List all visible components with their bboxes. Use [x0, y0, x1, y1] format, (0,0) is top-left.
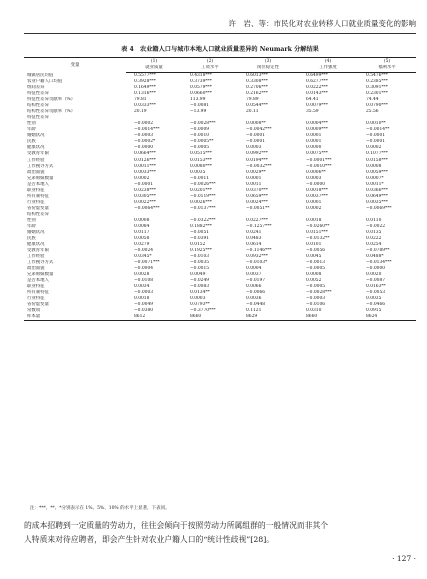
- table-cell: 0.0018: [134, 296, 150, 302]
- table-cell: 0.0059***: [366, 169, 388, 175]
- table-cell: −0.0134***: [366, 260, 392, 266]
- table-cell: −0.0014**: [366, 127, 390, 133]
- table-cell: 0.0238***: [134, 187, 156, 193]
- table-cell: −0.0081: [190, 103, 210, 109]
- table-cell: −0.0042***: [246, 127, 272, 133]
- row-label: 特征性差异: [27, 91, 49, 97]
- table-cell: 0.0614: [246, 241, 262, 247]
- row-label: 行业特征: [27, 199, 45, 205]
- table-cell: 0.0003: [246, 145, 262, 151]
- table-cell: −0.0069***: [366, 205, 392, 211]
- table-cell: 0.1316***: [134, 91, 156, 97]
- column-number: (5): [358, 58, 416, 66]
- table-cell: −0.0001***: [306, 157, 332, 163]
- table-cell: −0.0789**: [366, 247, 390, 253]
- table-cell: 0.0052: [306, 278, 322, 284]
- table-cell: −0.0015: [190, 266, 210, 272]
- table-cell: −0.0051: [190, 229, 210, 235]
- table-cell: 0.0049: [190, 272, 206, 278]
- row-label: 特征性差异贡献率（%）: [27, 97, 76, 103]
- variable-header: 变量: [24, 58, 126, 73]
- row-label: 性别: [27, 121, 36, 127]
- table-cell: 113.99: [190, 97, 206, 103]
- table-cell: −0.0103: [190, 254, 210, 259]
- table-cell: 0.1925***: [190, 247, 212, 253]
- table-cell: 0.0003: [306, 175, 322, 181]
- row-label: 是否本地人: [27, 181, 49, 187]
- table-cell: 0.0660***: [190, 91, 212, 97]
- table-cell: 0.0045: [306, 254, 322, 259]
- decomposition-table: [24, 57, 416, 321]
- table-cell: 8612: [126, 314, 182, 321]
- table-cell: 0.2301***: [366, 91, 388, 97]
- table-cell: 0.0152: [190, 241, 206, 247]
- row-label: 工作搜寻方式: [27, 163, 54, 169]
- table-cell: 0.0018***: [306, 187, 328, 193]
- table-cell: 0.0008: [366, 163, 382, 169]
- table-cell: 8660: [182, 314, 238, 321]
- table-cell: 0.0010**: [366, 121, 386, 127]
- table-cell: 20.11: [246, 109, 259, 115]
- table-cell: 0.0084: [134, 223, 150, 229]
- table-cell: −0.0000: [366, 266, 386, 272]
- row-label: 健康状况: [27, 145, 45, 151]
- table-cell: 64.41: [306, 97, 319, 103]
- row-label: 城镇居民均值: [27, 72, 54, 78]
- table-cell: 79.89: [246, 97, 259, 103]
- table-cell: 0.0664***: [134, 151, 156, 157]
- table-cell: 0.0279: [134, 241, 150, 247]
- table-cell: 8624: [358, 314, 416, 321]
- table-cell: 0.0008: [134, 217, 150, 223]
- row-label: 是否本地人: [27, 278, 49, 284]
- row-label: 婚姻状况: [27, 229, 45, 235]
- row-label: 结构性差异贡献率（%）: [27, 109, 76, 115]
- table-note: 注：***、**、*分别表示在 1%、5%、10% 的水平上显著，下表同。: [30, 506, 170, 511]
- table-cell: −0.0103*: [246, 260, 268, 266]
- row-label: 健康状况: [27, 241, 45, 247]
- column-name: 工作强度: [298, 65, 358, 73]
- table-cell: 0.0004***: [306, 121, 328, 127]
- table-cell: 0.0001: [246, 175, 262, 181]
- table-cell: 0.0007*: [366, 175, 384, 181]
- table-cell: −0.0106: [306, 302, 326, 308]
- row-label: 年龄: [27, 223, 36, 229]
- table-cell: 0.0345*: [134, 254, 152, 259]
- table-cell: −0.0028***: [306, 290, 332, 296]
- table-cell: 0.0004: [246, 266, 262, 272]
- table-cell: −0.0022: [366, 223, 386, 229]
- table-cell: 0.0222***: [306, 85, 328, 91]
- row-label: 政治面貌: [27, 266, 45, 272]
- table-cell: −0.3770***: [190, 308, 216, 314]
- table-cell: −0.0064***: [134, 205, 160, 211]
- table-cell: 0.0793**: [190, 302, 210, 308]
- table-cell: 0.0153***: [190, 157, 212, 163]
- table-cell: 0.0000: [306, 145, 322, 151]
- row-label: 受教育年限: [27, 151, 49, 157]
- table-cell: 0.0026***: [190, 199, 212, 205]
- table-cell: 0.0488*: [366, 254, 384, 259]
- row-label: 组间差异: [27, 85, 45, 91]
- table-cell: 0.0649***: [366, 193, 388, 199]
- table-cell: 0.0370***: [246, 187, 268, 193]
- table-cell: 0.0024***: [246, 199, 268, 205]
- table-cell: −0.0119***: [190, 193, 216, 199]
- table-cell: 0.0001: [306, 199, 322, 205]
- table-cell: 0.4318***: [190, 73, 212, 79]
- table-cell: 0.1077***: [366, 151, 388, 157]
- body-line: 人特质来对待应聘者，即会产生针对农业户籍人口的“统计性歧视”[28]。: [24, 534, 275, 544]
- column-number: (2): [182, 58, 238, 66]
- table-cell: 0.0028: [134, 272, 150, 278]
- table-cell: 0.0008: [306, 272, 322, 278]
- table-cell: 0.2706***: [246, 85, 268, 91]
- table-cell: 0.0022***: [134, 199, 156, 205]
- row-label: 样本量: [24, 314, 126, 321]
- column-name: 就业质量: [126, 65, 182, 73]
- table-cell: 0.0222: [366, 235, 382, 241]
- table-cell: −0.0024: [134, 247, 154, 253]
- table-cell: 0.5476***: [366, 73, 388, 79]
- table-cell: 0.0011: [246, 181, 262, 187]
- table-cell: −0.0026***: [190, 181, 216, 187]
- table-cell: −0.0466: [366, 302, 386, 308]
- column-number: (3): [238, 58, 298, 66]
- table-cell: 0.0035: [190, 169, 206, 175]
- table-cell: 8660: [298, 314, 358, 321]
- table-cell: −0.0005: [306, 284, 326, 290]
- table-cell: 0.0033***: [134, 169, 156, 175]
- table-cell: 0.3091***: [366, 85, 388, 91]
- table-cell: −0.0014***: [134, 127, 160, 133]
- row-label: 工作经验: [27, 157, 45, 163]
- table-cell: 0.0003: [190, 296, 206, 302]
- table-cell: 0.0126***: [134, 157, 156, 163]
- row-label: 所有制特征: [27, 193, 49, 199]
- table-cell: −0.0004: [134, 266, 154, 272]
- table-cell: −0.0003: [306, 296, 326, 302]
- table-cell: −0.0322***: [190, 217, 216, 223]
- column-number: (4): [298, 58, 358, 66]
- table-cell: −0.0249: [190, 278, 210, 284]
- table-cell: 0.0066: [246, 284, 262, 290]
- row-label: 兄弟姐妹数量: [27, 175, 54, 181]
- table-cell: −0.0011: [190, 175, 210, 181]
- table-cell: 0.0483: [246, 235, 262, 241]
- row-label: 结构性差异: [27, 211, 49, 217]
- table-row: [24, 314, 416, 321]
- table-cell: −0.0197: [246, 278, 266, 284]
- row-label: 工作搜寻方式: [27, 260, 54, 266]
- table-cell: 0.0201***: [190, 187, 212, 193]
- table-cell: −0.0001: [246, 133, 266, 139]
- table-cell: 0.0227***: [246, 217, 268, 223]
- table-cell: 0.0037: [246, 272, 262, 278]
- table-cell: −0.0002*: [134, 139, 156, 145]
- row-label: 民族: [27, 139, 36, 145]
- table-cell: 0.0163**: [366, 284, 386, 290]
- column-name: 岗位稳定性: [238, 65, 298, 73]
- table-body: [24, 73, 416, 321]
- table-cell: 0.0366***: [366, 187, 388, 193]
- table-cell: 0.0310: [306, 308, 322, 314]
- table-cell: 79.81: [134, 97, 147, 103]
- table-cell: −0.0003: [134, 133, 154, 139]
- table-cell: −0.0003: [134, 290, 154, 296]
- table-caption: 表 4 农业籍人口与城市本地人口就业质量差异的 Neumark 分解结果: [121, 46, 319, 53]
- table-cell: 0.0117: [134, 229, 150, 235]
- row-label: 结构性差异: [27, 103, 49, 109]
- table-cell: 0.0992***: [246, 151, 268, 157]
- table-cell: 0.0011***: [134, 163, 156, 169]
- table-cell: 0.0241: [246, 229, 262, 235]
- row-label: 职业特征: [27, 187, 45, 193]
- table-cell: 0.0158***: [366, 157, 388, 163]
- table-cell: −0.0010: [190, 133, 210, 139]
- table-cell: −0.0071***: [134, 260, 160, 266]
- table-cell: −0.1257***: [246, 223, 272, 229]
- table-cell: −0.0137***: [190, 205, 216, 211]
- column-name: 福利水平: [358, 65, 416, 73]
- table-cell: 0.1649***: [134, 85, 156, 91]
- table-cell: −0.0028***: [190, 121, 216, 127]
- column-name: 工资水平: [182, 65, 238, 73]
- table-cell: 0.3928***: [134, 79, 156, 85]
- row-label: 民族: [27, 235, 36, 241]
- row-label: 所有制特征: [27, 290, 49, 296]
- running-head: 许 岩、等：市民化对农业转移人口就业质量变化的影响: [228, 19, 416, 28]
- table-cell: 0.0579***: [190, 85, 212, 91]
- table-cell: 0.1121: [246, 308, 262, 314]
- table-cell: 0.0143***: [306, 91, 328, 97]
- row-label: 常数项: [27, 308, 41, 314]
- table-cell: −0.0002: [134, 121, 154, 127]
- table-cell: 0.0080***: [190, 163, 212, 169]
- table-cell: 0.2162***: [246, 91, 268, 97]
- table-cell: 35.59: [306, 109, 319, 115]
- table-cell: 20.19: [134, 109, 147, 115]
- body-paragraph: [24, 519, 416, 546]
- table-cell: 0.6499***: [306, 73, 328, 79]
- table-cell: 0.0194***: [246, 157, 268, 163]
- row-label: 行业特征: [27, 296, 45, 302]
- row-label: 农业户籍人口均值: [27, 79, 63, 85]
- table-cell: −0.0035: [190, 260, 210, 266]
- table-cell: 0.0079***: [306, 103, 328, 109]
- row-label: 省份虚变量: [27, 302, 49, 308]
- row-label: 年龄: [27, 127, 36, 133]
- table-cell: 0.0544***: [246, 103, 268, 109]
- table-cell: −0.0083: [190, 284, 210, 290]
- table-cell: 25.56: [366, 109, 379, 115]
- table-cell: −0.0001: [246, 139, 266, 145]
- table-cell: 0.0110: [366, 217, 382, 223]
- table-cell: −0.0087: [366, 278, 386, 284]
- table-cell: 0.0101: [306, 241, 322, 247]
- table-cell: 0.0134**: [190, 290, 210, 296]
- table-cell: 0.2385***: [366, 79, 388, 85]
- table-cell: −0.0013: [306, 260, 326, 266]
- page-number: · 127 ·: [392, 554, 416, 563]
- table-cell: 0.0006**: [306, 169, 326, 175]
- table-cell: 0.0002: [366, 145, 382, 151]
- table-cell: 0.0515***: [190, 151, 212, 157]
- table-cell: −0.0005: [306, 266, 326, 272]
- row-label: 受教育年限: [27, 247, 49, 253]
- table-cell: −13.99: [190, 109, 207, 115]
- table-cell: 0.0333***: [134, 103, 156, 109]
- table-cell: −0.0260**: [306, 223, 330, 229]
- table-cell: −0.0001: [134, 181, 154, 187]
- table-cell: 0.0075***: [306, 151, 328, 157]
- table-cell: −0.1146***: [246, 247, 272, 253]
- table-cell: 0.0035: [366, 296, 382, 302]
- table-cell: −0.0001: [366, 133, 386, 139]
- table-cell: 0.5577***: [134, 73, 156, 79]
- table-cell: 0.0790***: [366, 103, 388, 109]
- table-cell: 0.0932***: [246, 254, 268, 259]
- table-cell: 0.0034: [134, 284, 150, 290]
- table-header-row: [24, 58, 416, 66]
- table-cell: 0.3739***: [190, 79, 212, 85]
- table-cell: 0.6013***: [246, 73, 268, 79]
- table-cell: 0.1882***: [190, 223, 212, 229]
- table-cell: 0.0035***: [366, 199, 388, 205]
- table-cell: 0.0135: [366, 229, 382, 235]
- table-cell: 0.0029**: [246, 169, 266, 175]
- table-cell: 0.0036: [246, 296, 262, 302]
- row-label: 政治面貌: [27, 169, 45, 175]
- table-cell: 0.0001: [306, 133, 322, 139]
- table-cell: −0.0053: [366, 290, 386, 296]
- row-label: 省份虚变量: [27, 205, 49, 211]
- row-label: 职业特征: [27, 284, 45, 290]
- header-rule: [24, 33, 416, 34]
- table-cell: 0.0008**: [246, 121, 266, 127]
- table-cell: 0.0002: [306, 205, 322, 211]
- table-cell: 0.3308***: [246, 79, 268, 85]
- table-cell: −0.0051**: [246, 205, 270, 211]
- table-cell: 0.0659***: [246, 193, 268, 199]
- table-cell: −0.0448: [246, 302, 266, 308]
- column-number: (1): [126, 58, 182, 66]
- table-cell: 0.0151***: [306, 229, 328, 235]
- table-cell: 8629: [238, 314, 298, 321]
- table-cell: 0.0011*: [366, 181, 384, 187]
- row-label: 特征性差异: [27, 115, 49, 121]
- table-cell: −0.0108: [134, 278, 154, 284]
- body-line: 的成本招聘到一定质量的劳动力，往往会倾向于按照劳动力所属组群的一般情况而非其个: [24, 521, 329, 530]
- table-cell: 0.0018: [306, 217, 322, 223]
- table-cell: 0.6277***: [306, 79, 328, 85]
- table-cell: 0.0037***: [306, 193, 328, 199]
- table-cell: 0.0915: [366, 308, 382, 314]
- table-cell: −0.0000: [134, 145, 154, 151]
- table-cell: 74.44: [366, 97, 379, 103]
- table-cell: −0.0056: [306, 247, 326, 253]
- row-label: 性别: [27, 217, 36, 223]
- table-cell: 0.0001: [306, 139, 322, 145]
- table-cell: 0.0009***: [306, 127, 328, 133]
- table-cell: −0.0132**: [306, 235, 330, 241]
- row-label: 兄弟姐妹数量: [27, 272, 54, 278]
- table-cell: −0.0010***: [306, 163, 332, 169]
- table-cell: 0.0254: [366, 241, 382, 247]
- table-cell: 0.0020: [366, 272, 382, 278]
- table-cell: −0.0001: [366, 139, 386, 145]
- row-label: 工作经验: [27, 254, 45, 259]
- table-cell: −0.0032***: [246, 163, 272, 169]
- table-cell: 0.0002: [134, 175, 150, 181]
- row-label: 婚姻状况: [27, 133, 45, 139]
- table-cell: −0.0391: [190, 235, 210, 241]
- table-cell: −0.0066: [246, 290, 266, 296]
- table-cell: 0.0058: [134, 235, 150, 241]
- table-cell: −0.0049: [134, 302, 154, 308]
- table-cell: 0.0305***: [134, 193, 156, 199]
- table-cell: −0.0000: [306, 181, 326, 187]
- table-cell: −0.0380: [134, 308, 154, 314]
- table-cell: −0.0009: [190, 127, 210, 133]
- table-cell: −0.0005: [190, 145, 210, 151]
- table-cell: −0.0005**: [190, 139, 214, 145]
